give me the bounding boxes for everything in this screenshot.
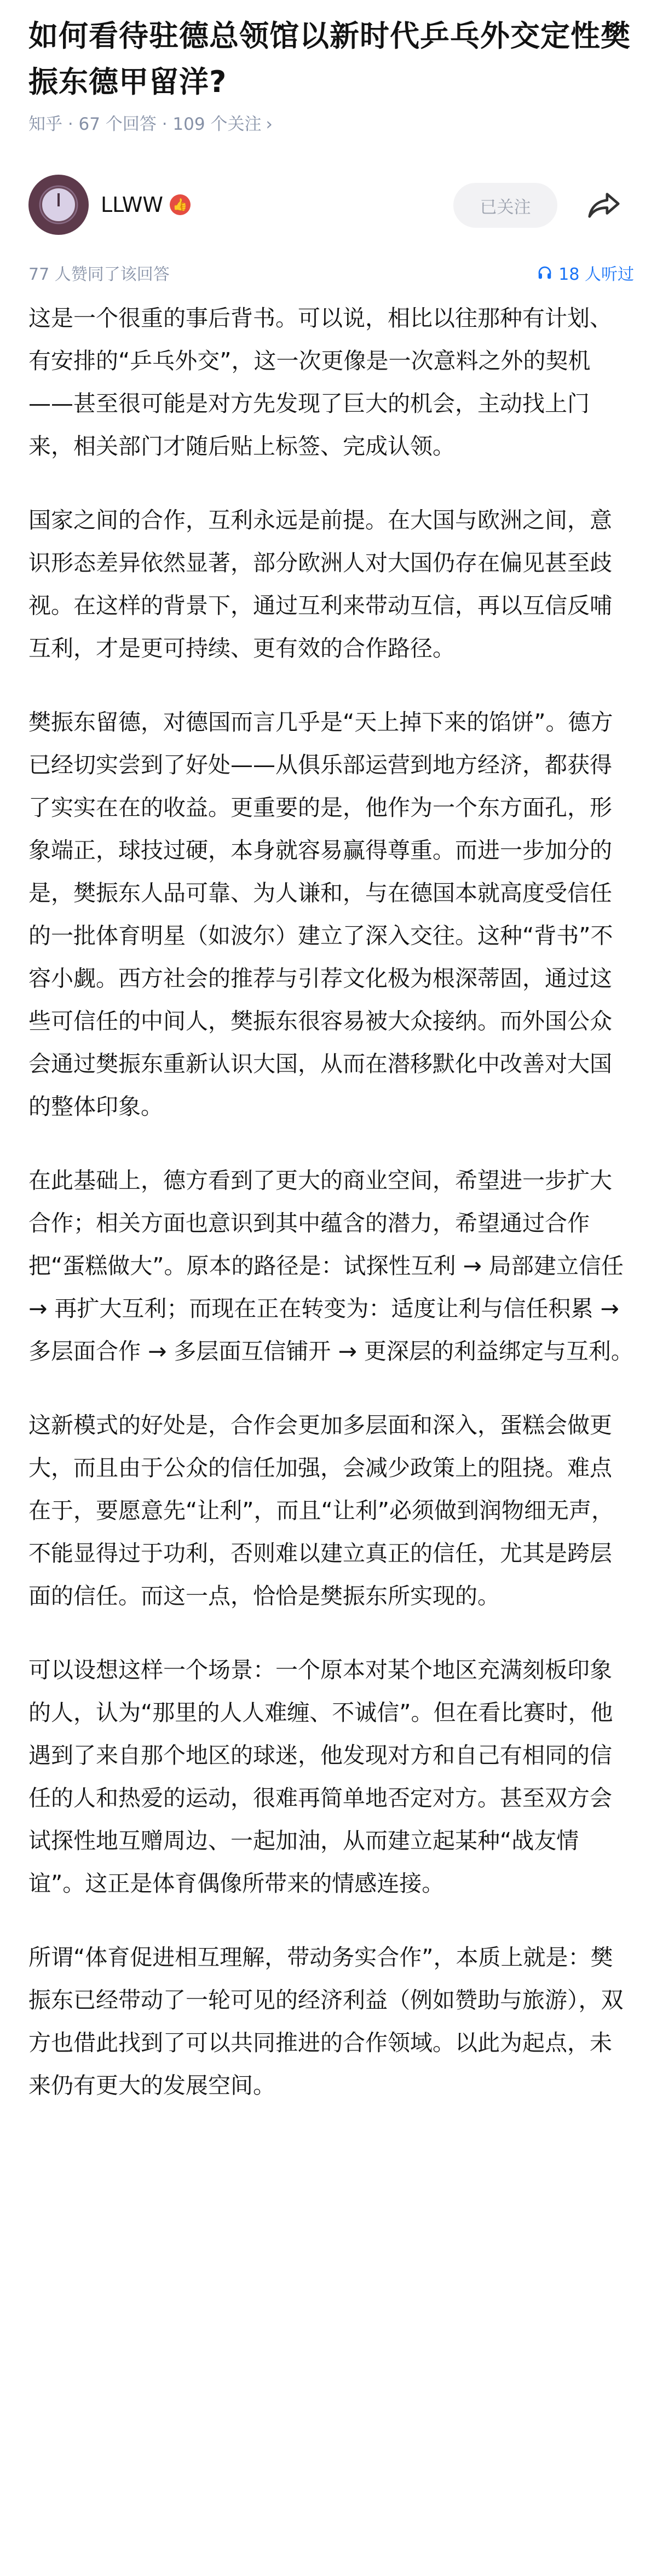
headphones-icon	[537, 264, 553, 281]
likes-count: 77 人赞同了该回答	[28, 265, 170, 284]
share-icon[interactable]	[585, 186, 623, 224]
author-name[interactable]: LLWW	[101, 193, 163, 217]
paragraph: 所谓“体育促进相互理解，带动务实合作”，本质上就是：樊振东已经带动了一轮可见的经济利益（例如赞助与旅游），双方也借此找到了可以共同推进的合作领域。以此为起点，未来仍有更大的发展空间。	[28, 1944, 624, 2099]
paragraph: 可以设想这样一个场景：一个原本对某个地区充满刻板印象的人，认为“那里的人人难缠、不诚信”。但在看比赛时，他遇到了来自那个地区的球迷，他发现对方和自己有相同的信任的人和热爱的运动，很难再简单地否定对方。甚至双方会试探性地互赠周边、一起加油，从而建立起某种“战友情谊”。这正是体育偶像所带来的情感连接。	[28, 1657, 613, 1897]
paragraph: 这新模式的好处是，合作会更加多层面和深入，蛋糕会做更大，而且由于公众的信任加强，会减少政策上的阻挠。难点在于，要愿意先“让利”，而且“让利”必须做到润物细无声，不能显得过于功利，否则难以建立真正的信任，尤其是跨层面的信任。而这一点，恰恰是樊振东所实现的。	[28, 1412, 614, 1609]
paragraph: 这是一个很重的事后背书。可以说，相比以往那种有计划、有安排的“乒乓外交”，这一次更像是一次意料之外的契机——甚至很可能是对方先发现了巨大的机会，主动找上门来，相关部门才随后贴上标签、完成认领。	[28, 305, 612, 459]
question-meta[interactable]	[28, 111, 634, 138]
listen-button[interactable]	[537, 261, 634, 285]
question-title[interactable]: 如何看待驻德总领馆以新时代乒乓外交定性樊振东德甲留洋?	[28, 19, 631, 99]
paragraph: 国家之间的合作，互利永远是前提。在大国与欧洲之间，意识形态差异依然显著，部分欧洲人对大国仍存在偏见甚至歧视。在这样的背景下，通过互利来带动互信，再以互信反哺互利，才是更可持续、更有效的合作路径。	[28, 507, 612, 661]
listeners-count: 18 人听过	[558, 265, 634, 284]
avatar[interactable]	[28, 175, 89, 235]
chevron-right-icon: ›	[266, 114, 273, 134]
question-meta-text: 知乎 · 67 个回答 · 109 个关注	[28, 114, 262, 134]
stats-row	[28, 256, 634, 289]
author-row	[28, 172, 634, 238]
answer-body	[28, 297, 634, 2107]
thumbs-up-badge-icon: 👍	[170, 194, 191, 215]
clock-hand-icon	[57, 193, 60, 206]
follow-button[interactable]: 已关注	[453, 183, 557, 228]
paragraph: 樊振东留德，对德国而言几乎是“天上掉下来的馅饼”。德方已经切实尝到了好处——从俱乐部运营到地方经济，都获得了实实在在的收益。更重要的是，他作为一个东方面孔，形象端正，球技过硬，本身就容易赢得尊重。而进一步加分的是，樊振东人品可靠、为人谦和，与在德国本就高度受信任的一批体育明星（如波尔）建立了深入交往。这种“背书”不容小觑。西方社会的推荐与引荐文化极为根深蒂固，通过这些可信任的中间人，樊振东很容易被大众接纳。而外国公众会通过樊振东重新认识大国，从而在潜移默化中改善对大国的整体印象。	[28, 709, 613, 1120]
paragraph: 在此基础上，德方看到了更大的商业空间，希望进一步扩大合作；相关方面也意识到其中蕴含的潜力，希望通过合作把“蛋糕做大”。原本的路径是：试探性互利 → 局部建立信任 → 再扩大互利；而现在正在转变为：适度让利与信任积累 → 多层面合作 → 多层面互信铺开 → 更深层的利益绑定与互利。	[28, 1167, 633, 1364]
